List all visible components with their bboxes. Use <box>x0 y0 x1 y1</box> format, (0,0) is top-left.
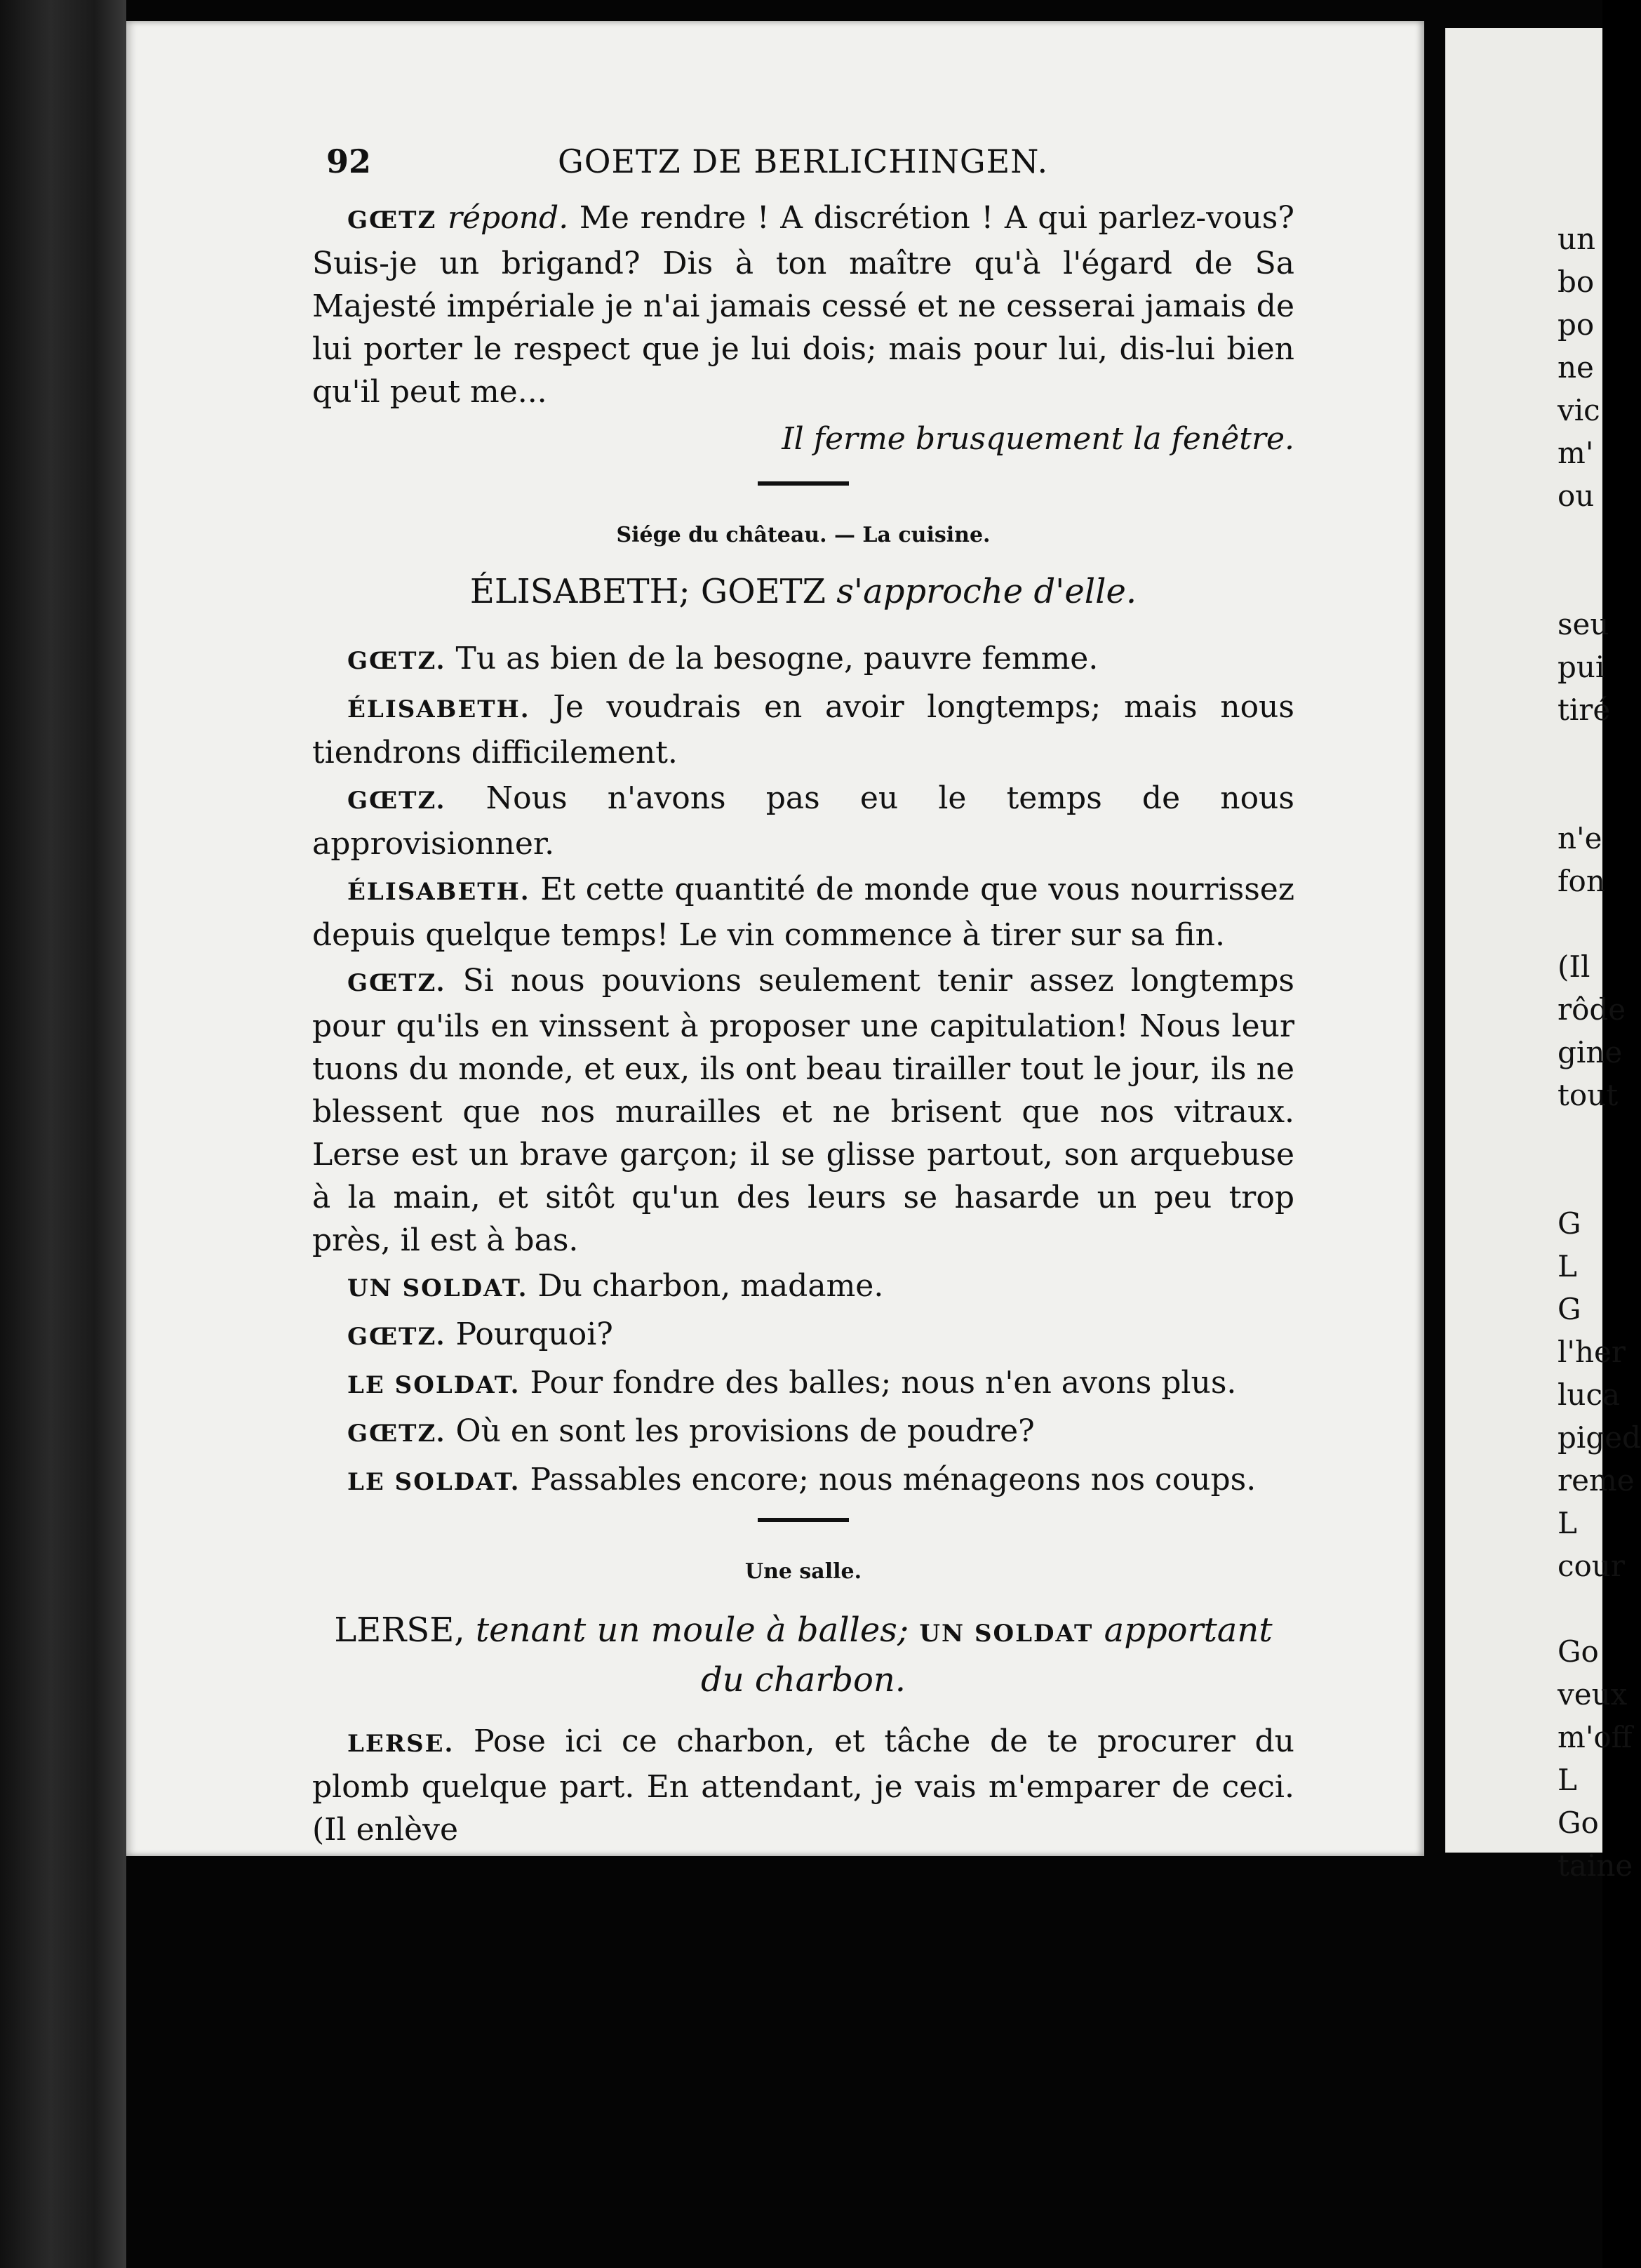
facing-page-line: (Il <box>1558 949 1590 984</box>
speech-block <box>312 868 1294 956</box>
facing-page-line <box>1558 1116 1641 1159</box>
speech-text: Tu as bien de la besogne, pauvre femme. <box>455 641 1099 676</box>
facing-page-line: reme <box>1558 1463 1635 1497</box>
speech-text: Pourquoi? <box>455 1316 613 1352</box>
running-title: GOETZ DE BERLICHINGEN. <box>558 142 1049 180</box>
section-rule <box>758 481 849 486</box>
facing-page-line <box>1558 517 1641 560</box>
facing-page-line: ou <box>1558 479 1595 513</box>
facing-page-line: n'e <box>1558 821 1602 855</box>
speech-text: Pour fondre des balles; nous n'en avons plus. <box>530 1365 1237 1401</box>
facing-page-line: L <box>1558 1506 1577 1540</box>
scene-cast-name: UN SOLDAT <box>919 1620 1094 1648</box>
speech-block <box>312 1458 1294 1504</box>
facing-page-line: tiré <box>1558 693 1611 727</box>
facing-page-line: fon <box>1558 864 1605 898</box>
speech-text: Du charbon, madame. <box>537 1268 884 1304</box>
speaker-name: GŒTZ <box>347 206 437 234</box>
speech-block <box>312 1410 1294 1455</box>
facing-page-line: m' <box>1558 436 1594 470</box>
speaker-name: GŒTZ. <box>347 1323 446 1351</box>
speaker-name: GŒTZ. <box>347 969 446 997</box>
facing-page-line: cour <box>1558 1549 1625 1583</box>
scene-cast <box>312 571 1294 613</box>
page-number: 92 <box>326 142 372 180</box>
scene-cast-name: LERSE, <box>334 1610 465 1650</box>
speech-block <box>312 959 1294 1262</box>
page-header <box>312 140 1294 196</box>
scene-cast-direction: s'approche d'elle. <box>836 572 1137 611</box>
facing-page-line: piged <box>1558 1420 1641 1455</box>
facing-page-line: gine <box>1558 1035 1623 1069</box>
speech-text: Je voudrais en avoir longtemps; mais nous tiendrons difficilement. <box>312 689 1294 771</box>
facing-page-line: ne <box>1558 350 1594 385</box>
scene-heading: Siége du château. — La cuisine. <box>616 523 991 547</box>
speech-text: Passables encore; nous ménageons nos coups. <box>530 1462 1257 1497</box>
speech-block <box>312 1361 1294 1407</box>
speech-block <box>312 637 1294 683</box>
facing-page-line <box>1558 560 1641 603</box>
stage-direction-closing: Il ferme brusquement la fenêtre. <box>782 421 1294 457</box>
section-rule <box>758 1518 849 1522</box>
speech-block <box>312 1265 1294 1310</box>
speaker-name: ÉLISABETH. <box>347 695 530 723</box>
scene-heading: Une salle. <box>744 1559 862 1584</box>
speaker-name: UN SOLDAT. <box>347 1274 528 1302</box>
facing-page-line: rôde <box>1558 992 1626 1027</box>
speech-text: Si nous pouvions seulement tenir assez longtemps pour qu'ils en vinssent à proposer une capitulation! Nous leur tuons du monde, et eux, ils ont beau tirailler tout le jour, ils ne blessent que nos murailles et ne brisent que nos vitraux. Lerse est un brave garçon; il se glisse partout, son arquebuse à la main, et sitôt qu'un des leurs se hasarde un peu trop près, il est à bas. <box>312 963 1294 1258</box>
facing-page-line: Go <box>1558 1634 1599 1669</box>
facing-page-line: L <box>1558 1249 1577 1283</box>
speaker-name: GŒTZ. <box>347 647 446 675</box>
speech-block <box>312 1720 1294 1851</box>
book-binding <box>0 0 126 2268</box>
facing-page-line <box>1558 1587 1641 1630</box>
facing-page-line: G <box>1558 1206 1581 1241</box>
page-text <box>312 140 1294 1854</box>
facing-page-line: G <box>1558 1292 1581 1326</box>
speech-text: Nous n'avons pas eu le temps de nous approvisionner. <box>312 780 1294 862</box>
speech-text: Me rendre ! A discrétion ! A qui parlez-vous? Suis-je un brigand? Dis à ton maître qu'à l'égard de Sa Majesté impériale je n'ai jamais cessé et ne cesserai jamais de lui porter le respect que je lui dois; mais pour lui, dis-lui bien qu'il peut me... <box>312 200 1294 410</box>
speaker-name: GŒTZ. <box>347 787 446 815</box>
facing-page-line: veux <box>1558 1677 1628 1712</box>
facing-page-line: seu <box>1558 607 1609 641</box>
scene-cast-names: ÉLISABETH; GOETZ <box>469 572 826 611</box>
speaker-name: ÉLISABETH. <box>347 878 530 906</box>
facing-page-text <box>1558 218 1641 1887</box>
facing-page-line: luca <box>1558 1378 1621 1412</box>
speaker-name: LE SOLDAT. <box>347 1468 521 1496</box>
speech-block <box>312 196 1294 413</box>
facing-page-line <box>1558 731 1641 774</box>
facing-page-line: L <box>1558 1763 1577 1797</box>
facing-page-line <box>1558 1159 1641 1202</box>
speech-block <box>312 1313 1294 1359</box>
facing-page-line: l'her <box>1558 1335 1626 1369</box>
facing-page-line: pui <box>1558 650 1605 684</box>
speaker-name: GŒTZ. <box>347 1420 446 1448</box>
facing-page-line <box>1558 774 1641 817</box>
facing-page-line: po <box>1558 307 1595 342</box>
facing-page-line <box>1558 902 1641 945</box>
speaker-name: LE SOLDAT. <box>347 1371 521 1399</box>
facing-page-line: taine <box>1558 1848 1633 1883</box>
facing-page-line: tout <box>1558 1078 1619 1112</box>
facing-page-line: un <box>1558 222 1596 256</box>
stage-direction: répond. <box>447 200 569 236</box>
scene-cast-direction: apportant du charbon. <box>700 1610 1273 1700</box>
speech-text: Où en sont les provisions de poudre? <box>455 1413 1035 1449</box>
speech-block <box>312 686 1294 774</box>
speech-text: Et cette quantité de monde que vous nourrissez depuis quelque temps! Le vin commence à tirer sur sa fin. <box>312 872 1294 953</box>
facing-page-line: m'off <box>1558 1720 1633 1754</box>
facing-page-line: Go <box>1558 1806 1599 1840</box>
facing-page-line: bo <box>1558 265 1595 299</box>
speech-block <box>312 777 1294 865</box>
scene-cast-direction: tenant un moule à balles; <box>475 1610 909 1650</box>
speaker-name: LERSE. <box>347 1730 455 1758</box>
facing-page-line: vic <box>1558 393 1600 427</box>
scene-cast <box>312 1607 1294 1703</box>
speech-text: Pose ici ce charbon, et tâche de te procurer du plomb quelque part. En attendant, je vais m'emparer de ceci. (Il enlève <box>312 1723 1294 1848</box>
